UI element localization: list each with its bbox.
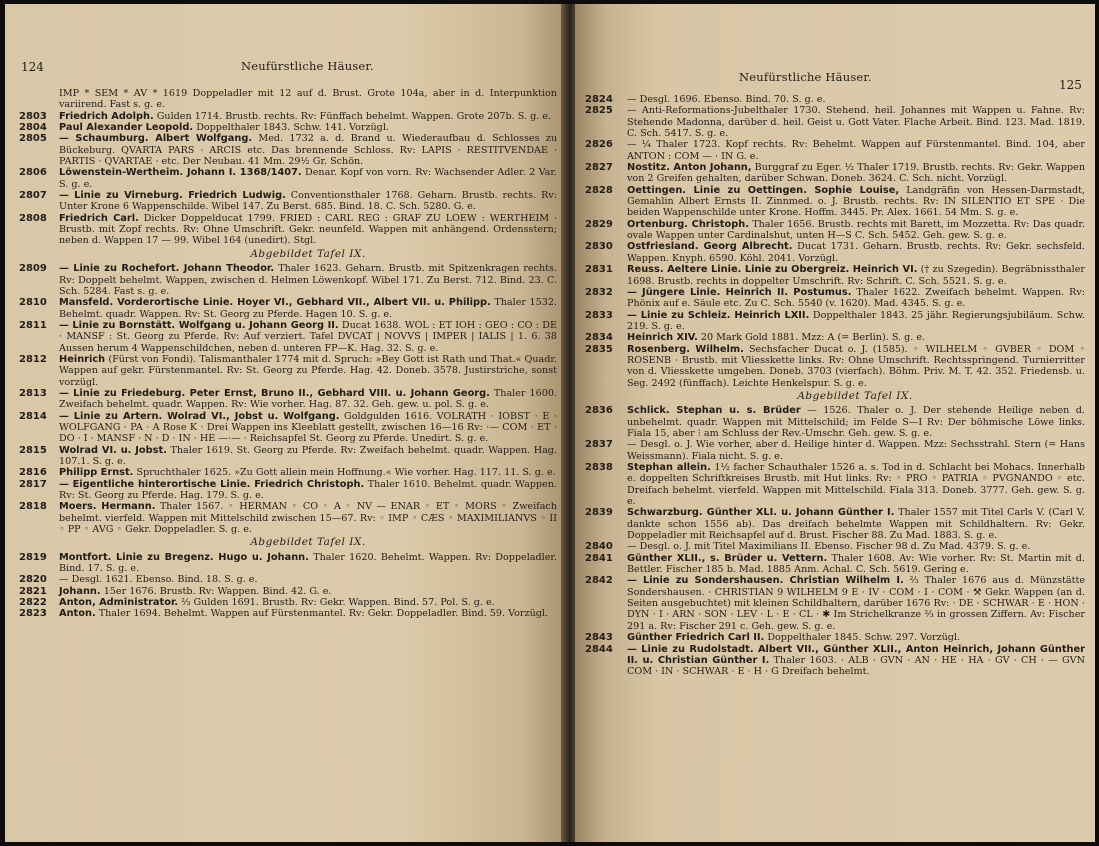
entry-number: 2843 bbox=[585, 632, 613, 644]
entry-text: Landgräfin von Hessen-Darmstadt, Gemahlin Albert Ernsts II. Zinnmed. o. J. Brustb. rechts. Rv: IN SILENTIO ET SPE · Die beiden Wappenschilde unter Krone. Hoffm. 3445. Pr. Alex. 1661. 54 Mm. S. g. e. bbox=[627, 184, 1085, 219]
entry-body bbox=[627, 105, 1085, 139]
catalog-entry bbox=[585, 439, 1085, 462]
entry-body bbox=[627, 632, 1085, 643]
entry-text: Sechsfacher Ducat o. J. (1585). ◦ WILHELM ◦ GVBER ◦ DOM ◦ ROSENB · Brustb. mit Vliesskette links. Rv: Ohne Umschrift. Rechtsspringend. Turnierritter von d. Vliesskette umgeben. Doneb. 3703 (vierfach). Böhm. Priv. M. T. 42. 352. Friedensb. u. Seg. 2492 (fünffach). Leichte Henkelspur. S. g. e. bbox=[627, 343, 1085, 389]
entry-heading: Löwenstein-Wertheim. Johann I. 1368/1407. bbox=[59, 167, 302, 179]
entry-text: Thaler 1600. Zweifach behelmt. quadr. Wappen. Rv: Wie vorher. Hag. 87. 32. Geh. gew. u. pol. S. g. e. bbox=[59, 387, 557, 411]
catalog-entry bbox=[19, 122, 557, 133]
entry-heading: — Linie zu Bornstätt. Wolfgang u. Johann Georg II. bbox=[59, 319, 339, 331]
entry-body bbox=[59, 320, 557, 354]
entry-heading: Oettingen. Linie zu Oettingen. Sophie Louise, bbox=[627, 184, 900, 196]
catalog-entry bbox=[585, 575, 1085, 632]
entry-body bbox=[59, 467, 557, 478]
catalog-entry bbox=[19, 133, 557, 167]
entry-heading: Montfort. Linie zu Bregenz. Hugo u. Johann. bbox=[59, 551, 309, 563]
right-page-number: 125 bbox=[1059, 78, 1082, 92]
plate-reference: Abgebildet Tafel IX. bbox=[250, 247, 366, 260]
entry-number: 2803 bbox=[19, 110, 47, 122]
entry-text: — Desgl. o. J. mit Titel Maximilians II. Ebenso. Fischer 98 d. Zu Mad. 4379. S. g. e. bbox=[627, 541, 1031, 553]
entry-number: 2836 bbox=[585, 405, 613, 417]
entry-number: 2816 bbox=[19, 467, 47, 479]
entry-heading: Friedrich Carl. bbox=[59, 212, 139, 224]
entry-body bbox=[59, 608, 557, 619]
entry-body bbox=[59, 213, 557, 247]
catalog-entry bbox=[585, 462, 1085, 507]
entry-text: Thaler 1622. Zweifach behelmt. Wappen. Rv: Phönix auf e. Säule etc. Zu C. Sch. 5540 (v. 1620). Mad. 4345. S. g. e. bbox=[627, 286, 1085, 310]
catalog-entry bbox=[19, 263, 557, 297]
catalog-entry bbox=[19, 608, 557, 619]
entry-body bbox=[627, 162, 1085, 185]
entry-number: 2828 bbox=[585, 184, 613, 196]
catalog-entry bbox=[585, 405, 1085, 439]
catalog-entry bbox=[19, 586, 557, 597]
catalog-entry bbox=[585, 219, 1085, 242]
catalog-entry bbox=[19, 111, 557, 122]
entry-text: Ducat 1638. WOL : ET IOH : GEO : CO : DE · MANSF : St. Georg zu Pferde. Rv: Auf verziert. Tafel DVCAT | NOVVS | IMPER | IALIS | 1. 6. 38 Aussen herum 4 Wappenschildchen, neben d. unteren FP—K. Hag. 32. S. g. e. bbox=[59, 319, 557, 354]
entry-number: 2830 bbox=[585, 241, 613, 253]
entry-body bbox=[627, 644, 1085, 678]
entry-body bbox=[627, 332, 1085, 343]
entry-text: Gulden 1714. Brustb. rechts. Rv: Fünffach behelmt. Wappen. Grote 207b. S. g. e. bbox=[156, 110, 552, 122]
entry-number: 2817 bbox=[19, 478, 47, 490]
entry-heading: Johann. bbox=[59, 585, 101, 597]
entry-number: 2813 bbox=[19, 387, 47, 399]
entry-number: 2832 bbox=[585, 286, 613, 298]
entry-body bbox=[627, 575, 1085, 632]
entry-body bbox=[59, 122, 557, 133]
entry-heading: Günther XLII., s. Brüder u. Vettern. bbox=[627, 552, 828, 564]
entry-heading: Heinrich XIV. bbox=[627, 332, 698, 344]
entry-heading: Mansfeld. Vorderortische Linie. Hoyer VI., Gebhard VII., Albert VII. u. Philipp. bbox=[59, 297, 491, 309]
entry-number: 2821 bbox=[19, 585, 47, 597]
entry-body bbox=[627, 462, 1085, 507]
entry-heading: Anton. bbox=[59, 608, 96, 620]
entry-number: 2835 bbox=[585, 343, 613, 355]
catalog-entry bbox=[585, 310, 1085, 333]
plate-reference: Abgebildet Tafel IX. bbox=[250, 536, 366, 549]
entry-number: 2822 bbox=[19, 597, 47, 609]
entry-number: 2823 bbox=[19, 608, 47, 620]
entry-heading: Ostfriesland. Georg Albrecht. bbox=[627, 241, 793, 253]
entry-body bbox=[59, 597, 557, 608]
catalog-entry bbox=[585, 287, 1085, 310]
entry-heading: — Jüngere Linie. Heinrich II. Postumus. bbox=[627, 286, 852, 298]
entry-text: Med. 1732 a. d. Brand u. Wiederaufbau d. Schlosses zu Bückeburg. QVARTA PARS · ARCIS etc. Das brennende Schloss. Rv: LAPIS · RESTITVENDAE · PARTIS · QVARTAE · etc. Der Neubau. 41 Mm. 29½ Gr. Schön. bbox=[59, 133, 558, 168]
catalog-entry bbox=[19, 167, 557, 190]
entry-heading: Günther Friedrich Carl II. bbox=[627, 632, 765, 644]
entry-number: 2808 bbox=[19, 212, 47, 224]
entry-number: 2815 bbox=[19, 444, 47, 456]
entry-number: 2814 bbox=[19, 410, 47, 422]
entry-number: 2833 bbox=[585, 309, 613, 321]
entry-body bbox=[627, 139, 1085, 162]
entry-number: 2805 bbox=[19, 133, 47, 145]
catalog-entry bbox=[19, 320, 557, 354]
entry-heading: Stephan allein. bbox=[627, 462, 711, 473]
entry-heading: Wolrad VI. u. Jobst. bbox=[59, 444, 167, 456]
entry-number: 2829 bbox=[585, 218, 613, 230]
entry-heading: Schwarzburg. Günther XLI. u. Johann Günther I. bbox=[627, 507, 895, 519]
entry-number: 2827 bbox=[585, 162, 613, 174]
entry-text: 15er 1676. Brustb. Rv: Wappen. Bind. 42. G. e. bbox=[103, 585, 332, 597]
catalog-entry bbox=[585, 264, 1085, 287]
right-entries-list bbox=[585, 94, 1085, 678]
entry-body bbox=[627, 310, 1085, 333]
entry-heading: — Eigentliche hinterortische Linie. Friedrich Christoph. bbox=[59, 478, 365, 490]
entry-body bbox=[59, 111, 557, 122]
entry-text: Thaler 1656. Brustb. rechts mit Barett, im Mozzetta. Rv: Das quadr. ovale Wappen unter Cardinalshut, unten H—S C. Sch. 5452. Geh. gew. S. g. e. bbox=[627, 218, 1085, 242]
entry-body bbox=[59, 167, 557, 190]
entry-body bbox=[627, 219, 1085, 242]
entry-text: — Anti-Reformations-Jubelthaler 1730. Stehend. heil. Johannes mit Wappen u. Fahne. Rv: Stehende Madonna, darüber d. heil. Geist u. Gott Vater. Flache Arbeit. Bind. 123. Mad. 1819. C. Sch. 5417. S. g. e. bbox=[627, 105, 1085, 140]
entry-heading: Rosenberg. Wilhelm. bbox=[627, 343, 744, 355]
entry-body bbox=[59, 411, 557, 445]
entry-heading: Philipp Ernst. bbox=[59, 467, 134, 479]
catalog-entry bbox=[19, 213, 557, 247]
entry-body bbox=[627, 507, 1085, 541]
entry-number: 2818 bbox=[19, 501, 47, 513]
entry-body bbox=[59, 388, 557, 411]
entry-number: 2841 bbox=[585, 552, 613, 564]
catalog-entry bbox=[19, 297, 557, 320]
entry-text: — ¼ Thaler 1723. Kopf rechts. Rv: Behelmt. Wappen auf Fürstenmantel. Bind. 104, aber ANTON : COM — · IN G. e. bbox=[627, 139, 1085, 162]
entry-number: 2842 bbox=[585, 575, 613, 587]
catalog-entry bbox=[585, 241, 1085, 264]
catalog-entry bbox=[19, 354, 557, 388]
entry-number: 2824 bbox=[585, 94, 613, 105]
entry-heading: — Linie zu Friedeburg. Peter Ernst, Bruno II., Gebhard VIII. u. Johann Georg. bbox=[59, 387, 490, 399]
entry-number: 2812 bbox=[19, 353, 47, 365]
catalog-entry bbox=[19, 552, 557, 575]
entry-body bbox=[59, 263, 557, 297]
catalog-entry bbox=[585, 332, 1085, 343]
entry-text: Spruchthaler 1625. »Zu Gott allein mein Hoffnung.« Wie vorher. Hag. 117. 11. S. g. e. bbox=[136, 467, 556, 479]
catalog-entry bbox=[19, 411, 557, 445]
entry-text: Doppelthaler 1845. Schw. 297. Vorzügl. bbox=[767, 632, 961, 644]
catalog-entry bbox=[19, 88, 557, 111]
entry-heading: — Linie zu Virneburg. Friedrich Ludwig. bbox=[59, 190, 286, 202]
entry-text: Burggraf zu Eger. ½ Thaler 1719. Brustb. rechts. Rv: Gekr. Wappen von 2 Greifen gehalten, darüber Schwan. Doneb. 3624. C. Sch. nicht. Vorzügl. bbox=[627, 162, 1085, 185]
entry-number: 2834 bbox=[585, 332, 613, 344]
entry-text: ⅔ Gulden 1691. Brustb. Rv: Gekr. Wappen. Bind. 57. Pol. S. g. e. bbox=[181, 597, 495, 609]
entry-heading: Heinrich bbox=[59, 353, 106, 365]
entry-number: 2844 bbox=[585, 643, 613, 655]
entry-heading: Nostitz. Anton Johann, bbox=[627, 162, 752, 174]
entry-body bbox=[627, 344, 1085, 389]
entry-heading: Ortenburg. Christoph. bbox=[627, 218, 749, 230]
entry-text: (Fürst von Fondi). Talismanthaler 1774 mit d. Spruch: »Bey Gott ist Rath und That.« Quadr. Wappen auf gekr. Fürstenmantel. Rv: St. Georg zu Pferde. Hag. 42. Doneb. 3578. Justirstriche, sonst vorzügl. bbox=[59, 353, 557, 388]
entry-body bbox=[59, 133, 557, 167]
entry-number: 2806 bbox=[19, 167, 47, 179]
entry-heading: — Linie zu Schleiz. Heinrich LXII. bbox=[627, 309, 810, 321]
catalog-entry bbox=[19, 190, 557, 213]
entry-heading: — Linie zu Artern. Wolrad VI., Jobst u. Wolfgang. bbox=[59, 410, 340, 422]
catalog-entry bbox=[585, 632, 1085, 643]
catalog-entry bbox=[19, 388, 557, 411]
entry-text: Thaler 1623. Geharn. Brustb. mit Spitzenkragen rechts. Rv: Doppelt behelmt. Wappen, zwischen d. Helmen Löwenkopf. Wibel 171. Zu Berst. 712. Bind. 23. C. Sch. 5284. Fast s. g. e. bbox=[59, 263, 557, 297]
catalog-entry bbox=[585, 185, 1085, 219]
catalog-entry bbox=[19, 479, 557, 502]
catalog-entry bbox=[19, 597, 557, 608]
entry-body bbox=[59, 552, 557, 575]
right-page bbox=[575, 4, 1095, 842]
entry-text: Conventionsthaler 1768. Geharn. Brustb. rechts. Rv: Unter Krone 6 Wappenschilde. Wibel 147. Zu Berst. 685. Bind. 18. C. Sch. 5280. G. e. bbox=[59, 190, 557, 213]
entry-body bbox=[59, 297, 557, 320]
entry-heading: Moers. Hermann. bbox=[59, 501, 156, 513]
entry-body bbox=[627, 241, 1085, 264]
entry-text: Dicker Doppelducat 1799. FRIED : CARL REG : GRAF ZU LOEW : WERTHEIM · Brustb. mit Zopf rechts. Rv: Ohne Umschrift. Gekr. neunfeld. Wappen mit anhängend. Ordensstern; neben d. Wappen 17 — 99. Wibel 164 (unedirt). Stgl. bbox=[59, 212, 557, 247]
entry-heading: Paul Alexander Leopold. bbox=[59, 122, 194, 134]
catalog-entry bbox=[585, 162, 1085, 185]
plate-reference: Abgebildet Tafel IX. bbox=[797, 389, 913, 402]
left-entries-list bbox=[19, 88, 557, 620]
entry-body bbox=[59, 501, 557, 535]
entry-number: 2807 bbox=[19, 190, 47, 202]
entry-number: 2804 bbox=[19, 122, 47, 134]
entry-body bbox=[627, 264, 1085, 287]
entry-text: — 1526. Thaler o. J. Der stehende Heilige neben d. unbehelmt. quadr. Wappen mit Mittelschild; im Felde S—I Rv: Der böhmische Löwe links. Fiala 15, aber ⁝ am Schluss der Rev.-Umschr. Geh. gew. S. g. e. bbox=[627, 405, 1085, 439]
entry-number: 2840 bbox=[585, 541, 613, 553]
entry-text: Denar. Kopf von vorn. Rv: Wachsender Adler. 2 Var. S. g. e. bbox=[59, 167, 557, 190]
entry-text: Ducat 1731. Geharn. Brustb. rechts. Rv: Gekr. sechsfeld. Wappen. Knyph. 6590. Köhl. 2041. Vorzügl. bbox=[627, 241, 1085, 264]
entry-text: Goldgulden 1616. VOLRATH · IOBST · E · WOLFGANG · PA · A Rose K · Drei Wappen ins Kleeblatt gestellt, zwischen 16—16 Rv: ·— COM · ET · DO · I · MANSF · N · D · IN · HE —·— · Reichsapfel St. Georg zu Pferde. Unedirt. S. g. e. bbox=[59, 410, 557, 445]
entry-body bbox=[59, 354, 557, 388]
entry-heading: Reuss. Aeltere Linie. Linie zu Obergreiz. Heinrich VI. bbox=[627, 264, 918, 276]
entry-heading: — Schaumburg. Albert Wolfgang. bbox=[59, 133, 253, 145]
entry-text: Doppelthaler 1843. Schw. 141. Vorzügl. bbox=[196, 122, 389, 134]
entry-heading: — Linie zu Sondershausen. Christian Wilhelm I. bbox=[627, 575, 904, 587]
catalog-entry bbox=[585, 644, 1085, 678]
entry-body bbox=[59, 190, 557, 213]
entry-text: Thaler 1603. · ALB · GVN · AN · HE · HA · GV · CH · — GVN COM · IN · SCHWAR · E · H · G Dreifach behelmt. bbox=[627, 654, 1085, 678]
catalog-entry bbox=[19, 501, 557, 535]
entry-body bbox=[627, 553, 1085, 576]
entry-body bbox=[627, 541, 1085, 552]
catalog-entry bbox=[585, 105, 1085, 139]
entry-text: Thaler 1620. Behelmt. Wappen. Rv: Doppeladler. Bind. 17. S. g. e. bbox=[59, 551, 557, 575]
entry-body bbox=[627, 94, 1085, 105]
entry-number: 2826 bbox=[585, 139, 613, 151]
entry-text: Thaler 1619. St. Georg zu Pferde. Rv: Zweifach behelmt. quadr. Wappen. Hag. 107.1. S. g. e. bbox=[59, 444, 557, 467]
entry-text: († zu Szegedin). Begräbnissthaler 1698. Brustb. rechts in doppelter Umschrift. Rv: Schrift. C. Sch. 5521. S. g. e. bbox=[627, 264, 1085, 287]
catalog-entry bbox=[585, 94, 1085, 105]
catalog-entry bbox=[585, 139, 1085, 162]
entry-body bbox=[59, 574, 557, 585]
entry-text: — Desgl. o. J. Wie vorher, aber d. Heilige hinter d. Wappen. Mzz: Sechsstrahl. Stern (= Hans Weissmann). Fiala nicht. S. g. e. bbox=[627, 439, 1085, 462]
catalog-entry bbox=[19, 574, 557, 585]
entry-text: Thaler 1694. Behelmt. Wappen auf Fürstenmantel. Rv: Gekr. Doppeladler. Bind. 59. Vorzügl. bbox=[98, 608, 549, 620]
entry-number: 2809 bbox=[19, 263, 47, 275]
entry-text: Thaler 1608. Av: Wie vorher. Rv: St. Martin mit d. Bettler. Fischer 185 b. Mad. 1885 Anm. Achal. C. Sch. 5619. Gering e. bbox=[627, 552, 1085, 576]
entry-text: Thaler 1532. Behelmt. quadr. Wappen. Rv: St. Georg zu Pferde. Hagen 10. S. g. e. bbox=[59, 297, 557, 320]
entry-heading: Anton, Administrator. bbox=[59, 597, 179, 609]
entry-heading: — Linie zu Rudolstadt. Albert VII., Günther XLII., Anton Heinrich, Johann Günther II. u. Christian Günther I. bbox=[627, 643, 1085, 666]
entry-body bbox=[627, 439, 1085, 462]
entry-body bbox=[627, 287, 1085, 310]
entry-text: Thaler 1557 mit Titel Carls V. (Carl V. dankte schon 1556 ab). Das dreifach behelmte Wappen mit Schildhaltern. Rv: Gekr. Doppeladler mit Reichsapfel auf d. Brust. Fischer 88. Zu Mad. 1883. S. g. e. bbox=[627, 507, 1085, 542]
entry-body bbox=[627, 185, 1085, 219]
entry-heading: Friedrich Adolph. bbox=[59, 110, 154, 122]
entry-number: 2810 bbox=[19, 297, 47, 309]
entry-number: 2838 bbox=[585, 462, 613, 473]
catalog-entry bbox=[19, 445, 557, 468]
entry-text: IMP * SEM * AV * 1619 Doppeladler mit 12 auf d. Brust. Grote 104a, aber in d. Interpunktion variirend. Fast s. g. e. bbox=[59, 88, 557, 111]
catalog-entry bbox=[585, 541, 1085, 552]
entry-number: 2811 bbox=[19, 319, 47, 331]
book-spread bbox=[5, 4, 1095, 842]
entry-number: 2839 bbox=[585, 507, 613, 519]
entry-text: — Desgl. 1696. Ebenso. Bind. 70. S. g. e. bbox=[627, 94, 826, 105]
left-page-header: Neufürstliche Häuser. bbox=[241, 59, 374, 73]
entry-text: — Desgl. 1621. Ebenso. Bind. 18. S. g. e. bbox=[59, 574, 258, 586]
entry-body bbox=[59, 88, 557, 111]
entry-number: 2820 bbox=[19, 574, 47, 586]
entry-heading: — Linie zu Rochefort. Johann Theodor. bbox=[59, 263, 275, 275]
entry-heading: Schlick. Stephan u. s. Brüder bbox=[627, 405, 801, 417]
catalog-entry bbox=[19, 467, 557, 478]
catalog-entry bbox=[585, 553, 1085, 576]
entry-text: ⅔ Thaler 1676 aus d. Münzstätte Sondershausen. · CHRISTIAN 9 WILHELM 9 E · IV · COM · I · COM · ⚒ Gekr. Wappen (an d. Seiten ausgebuchtet) mit kleinen Schildhaltern, darüber 1676 Rv: · DE · SCHWAR · E · HON · DYN · I · ARN · SON · LEV · L · E · CL · ✱ Im Strichelkranze ⅔ in grossen Ziffern. Av: Fischer 291 a. Rv: Fischer 291 c. Geh. gew. S. g. e. bbox=[627, 575, 1086, 632]
entry-number: 2837 bbox=[585, 439, 613, 451]
left-page bbox=[5, 4, 565, 842]
left-page-number: 124 bbox=[21, 60, 44, 74]
entry-number: 2831 bbox=[585, 264, 613, 276]
entry-text: Doppelthaler 1843. 25 jähr. Regierungsjubiläum. Schw. 219. S. g. e. bbox=[627, 309, 1085, 332]
entry-text: 20 Mark Gold 1881. Mzz: A (= Berlin). S. g. e. bbox=[700, 332, 926, 344]
entry-body bbox=[59, 586, 557, 597]
entry-body bbox=[627, 405, 1085, 439]
entry-text: 1½ facher Schauthaler 1526 a. s. Tod in d. Schlacht bei Mohacs. Innerhalb e. doppelten Schriftkreises Brustb. mit Hut links. Rv: ◦ PRO ◦ PATRIA ◦ PVGNANDO ◦ etc. Dreifach behelmt. vierfeld. Wappen mit Mittelschild. Fiala 313. Doneb. 3777. Geh. gew. S. g. e. bbox=[627, 462, 1085, 508]
catalog-entry bbox=[585, 507, 1085, 541]
entry-number: 2825 bbox=[585, 105, 613, 117]
catalog-entry bbox=[585, 344, 1085, 389]
entry-body bbox=[59, 479, 557, 502]
entry-text: Thaler 1610. Behelmt. quadr. Wappen. Rv: St. Georg zu Pferde. Hag. 179. S. g. e. bbox=[59, 478, 557, 502]
right-page-header: Neufürstliche Häuser. bbox=[739, 70, 872, 84]
entry-text: Thaler 1567. ◦ HERMAN ◦ CO ◦ A ◦ NV — ENAR ◦ ET ◦ MORS ◦ Zweifach behelmt. vierfeld. Wappen mit Mittelschild zwischen 15—67. Rv: ◦ IMP ◦ CÆS ◦ MAXIMILIANVS ◦ II ◦ PP ◦ AVG ◦ Gekr. Doppeladler. S. g. e. bbox=[59, 501, 557, 536]
entry-number: 2819 bbox=[19, 551, 47, 563]
entry-body bbox=[59, 445, 557, 468]
